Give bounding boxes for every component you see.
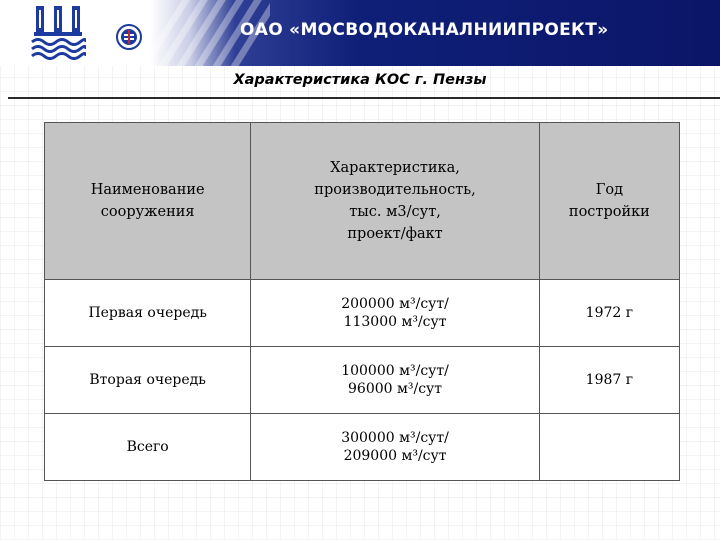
- row-name: Вторая очередь: [45, 347, 251, 414]
- table-row: [45, 347, 680, 414]
- header-capacity: Характеристика, производительность, тыс. м3/сут, проект/факт: [251, 123, 539, 280]
- row-year: [539, 414, 679, 481]
- header-banner: [0, 0, 720, 66]
- table-header-row: [45, 123, 680, 280]
- row-capacity: 300000 м³/сут/ 209000 м³/сут: [251, 414, 539, 481]
- characteristics-table: [44, 122, 680, 481]
- table-row: [45, 414, 680, 481]
- table-row: [45, 280, 680, 347]
- row-year: 1972 г: [539, 280, 679, 347]
- company-name: ОАО «МОСВОДОКАНАЛНИИПРОЕКТ»: [240, 20, 609, 40]
- header-year: Год постройки: [539, 123, 679, 280]
- page-title: Характеристика КОС г. Пензы: [233, 72, 487, 88]
- title-divider: [8, 97, 720, 99]
- header-name: Наименование сооружения: [45, 123, 251, 280]
- tower-waves-logo-icon: [30, 4, 86, 60]
- round-emblem-icon: [116, 24, 142, 50]
- row-year: 1987 г: [539, 347, 679, 414]
- row-capacity: 200000 м³/сут/ 113000 м³/сут: [251, 280, 539, 347]
- row-name: Первая очередь: [45, 280, 251, 347]
- row-name: Всего: [45, 414, 251, 481]
- row-capacity: 100000 м³/сут/ 96000 м³/сут: [251, 347, 539, 414]
